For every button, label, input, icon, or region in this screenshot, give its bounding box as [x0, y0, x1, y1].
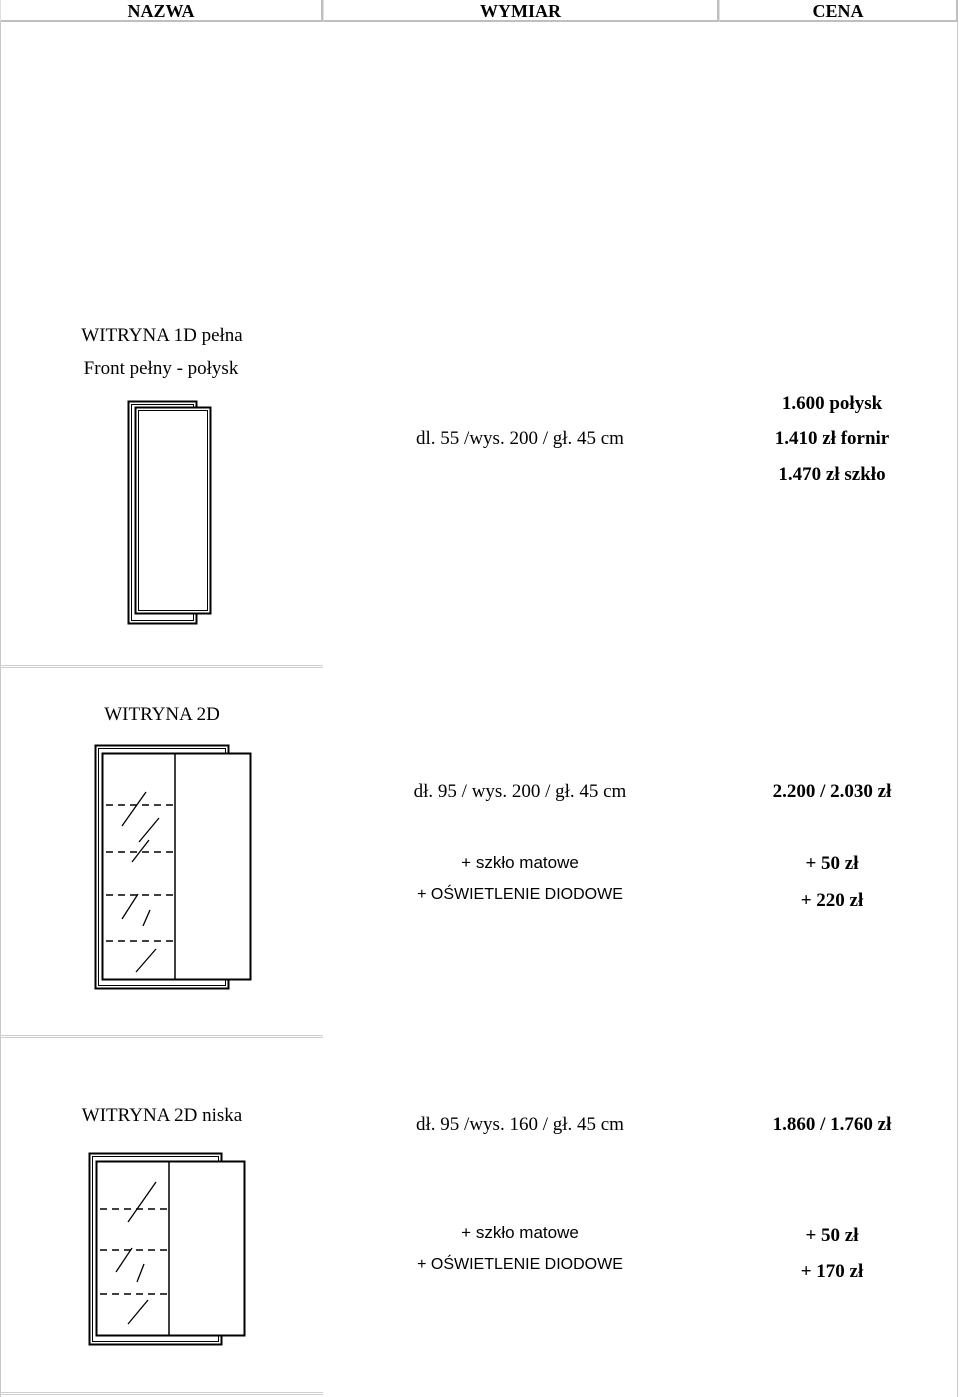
product-dimensions: dł. 95 / wys. 200 / gł. 45 cm: [413, 781, 627, 802]
option-led-lighting: + OŚWIETLENIE DIODOWE: [417, 1256, 623, 1273]
column-header-dimension: WYMIAR: [323, 0, 719, 22]
product-dimensions: dl. 55 /wys. 200 / gł. 45 cm: [416, 428, 624, 449]
product-title: WITRYNA 2D: [104, 704, 220, 725]
table-left-border: [0, 22, 1, 1397]
option-price: + 170 zł: [800, 1261, 864, 1282]
price-line: 1.470 zł szkło: [778, 464, 886, 485]
option-frosted-glass: + szkło matowe: [461, 853, 579, 872]
product-title: WITRYNA 1D pełna: [81, 325, 243, 346]
row-divider: [0, 1035, 323, 1038]
cabinet-2d-low-drawing: [88, 1152, 248, 1346]
product-dimensions: dł. 95 /wys. 160 / gł. 45 cm: [416, 1114, 624, 1135]
option-price: + 220 zł: [800, 890, 864, 911]
cabinet-2d-drawing: [94, 744, 254, 990]
product-price: 1.860 / 1.760 zł: [772, 1114, 892, 1135]
product-subtitle: Front pełny - połysk: [83, 358, 239, 379]
product-price: 2.200 / 2.030 zł: [772, 781, 892, 802]
option-led-lighting: + OŚWIETLENIE DIODOWE: [417, 886, 623, 903]
price-line: 1.410 zł fornir: [774, 428, 890, 449]
option-price: + 50 zł: [805, 853, 859, 874]
table-right-border: [957, 22, 958, 1397]
option-frosted-glass: + szkło matowe: [461, 1223, 579, 1242]
cabinet-1d-drawing: [127, 400, 217, 626]
option-price: + 50 zł: [805, 1225, 859, 1246]
product-title: WITRYNA 2D niska: [81, 1105, 243, 1126]
row-divider: [0, 1392, 323, 1395]
column-header-price: CENA: [719, 0, 958, 22]
price-line: 1.600 połysk: [781, 393, 883, 414]
row-divider: [0, 665, 323, 668]
column-header-name: NAZWA: [0, 0, 323, 22]
